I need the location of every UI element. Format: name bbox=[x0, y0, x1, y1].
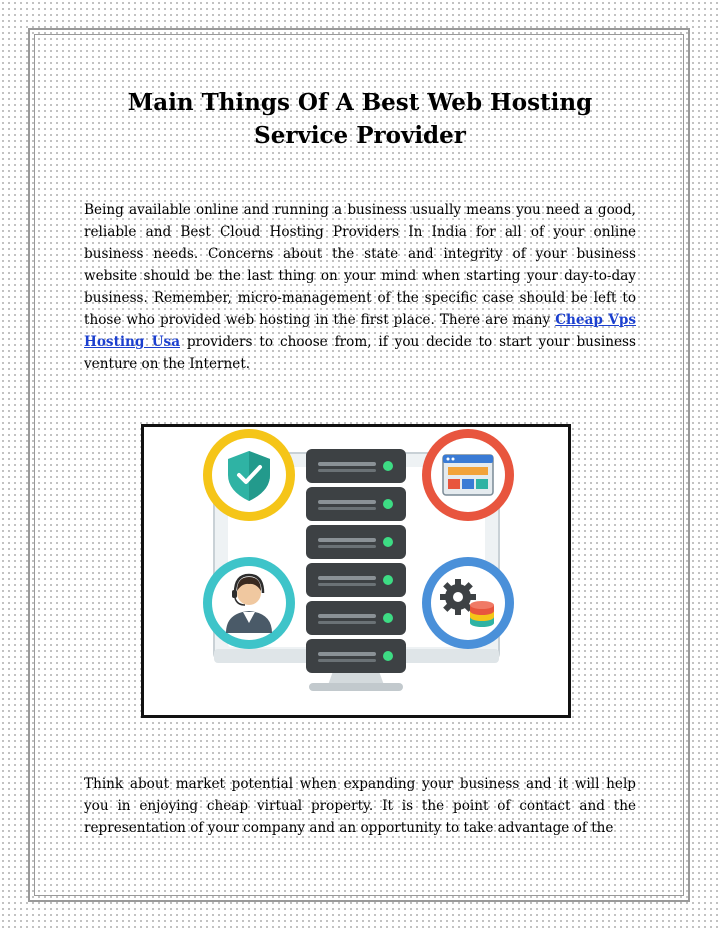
paragraph-intro-text: Being available online and running a business usually means you need a good, reliable and Best Cloud Hosting Providers In India for all of your online business needs. Concerns about the state and integrity of your business website should be the last thing on your mind when starting your day-to-day business. Remember, micro-management of the specific case should be left to those who provided web hosting in the first place. There are many bbox=[84, 202, 636, 328]
hosting-illustration bbox=[141, 424, 571, 718]
paragraph-market: Think about market potential when expanding your business and it will help you in enjoying cheap virtual property. It is the point of contact and the representation of your company and an opportunity to take advantage of the bbox=[84, 776, 636, 836]
browser-window-icon bbox=[422, 429, 514, 521]
cheap-vps-hosting-link[interactable]: Cheap Vps Hosting Usa bbox=[84, 312, 637, 350]
page-title: Main Things Of A Best Web Hosting Service Provider bbox=[127, 89, 593, 149]
support-agent-icon bbox=[203, 557, 295, 649]
paragraph-intro bbox=[84, 199, 636, 375]
gear-database-icon bbox=[422, 557, 514, 649]
hosting-illustration-svg bbox=[144, 427, 568, 715]
shield-check-icon bbox=[203, 429, 295, 521]
paragraph-intro-text-end: providers to choose from, if you decide to start your business venture on the Internet. bbox=[84, 334, 636, 372]
